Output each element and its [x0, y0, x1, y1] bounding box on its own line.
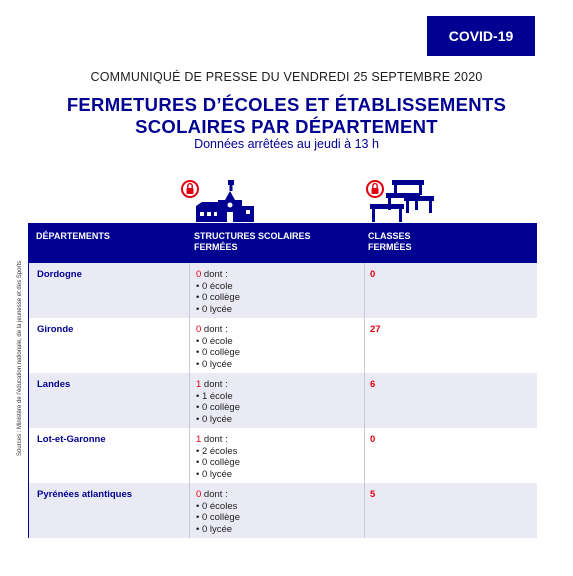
lycees-count: • 0 lycée: [196, 413, 233, 425]
header-structures: [188, 223, 363, 263]
school-building-icon: [180, 176, 260, 224]
department-name: Gironde: [37, 324, 74, 335]
desks-icon: [364, 176, 436, 224]
classes-closed: 6: [364, 373, 537, 428]
table-header: [28, 223, 537, 263]
department-name: Dordogne: [37, 269, 82, 280]
dont-label: dont :: [201, 489, 228, 500]
table-row: [29, 428, 537, 483]
dont-label: dont :: [201, 379, 228, 390]
department-name: Lot-et-Garonne: [37, 434, 106, 445]
ecoles-count: • 2 écoles: [196, 445, 238, 457]
lock-icon: [367, 181, 383, 197]
lycees-count: • 0 lycée: [196, 468, 233, 480]
classes-closed: 0: [364, 428, 537, 483]
source-note: Sources : Ministère de l’éducation nationale, de la jeunesse et des Sports: [17, 260, 23, 456]
classes-closed: 27: [364, 318, 537, 373]
colleges-count: • 0 collège: [196, 512, 240, 523]
ecoles-count: • 0 école: [196, 280, 233, 292]
table-row: [29, 318, 537, 373]
structures-closed: [189, 428, 364, 483]
header-structures-line-1: STRUCTURES SCOLAIRES: [194, 231, 311, 241]
table-body: [28, 263, 537, 538]
table-row: [29, 483, 537, 538]
page-title: [0, 94, 573, 138]
title-line-2: SCOLAIRES PAR DÉPARTEMENT: [135, 116, 438, 137]
colleges-count: • 0 collège: [196, 457, 240, 468]
dont-label: dont :: [201, 324, 228, 335]
lycees-count: • 0 lycée: [196, 303, 233, 315]
department-name: Landes: [37, 379, 71, 390]
lock-icon: [182, 181, 198, 197]
closures-table: [28, 223, 537, 538]
structures-total: 1: [196, 379, 202, 390]
dont-label: dont :: [201, 269, 228, 280]
colleges-count: • 0 collège: [196, 292, 240, 303]
press-release-date: COMMUNIQUÉ DE PRESSE DU VENDREDI 25 SEPTEMBRE 2020: [90, 70, 483, 84]
table-row: [29, 373, 537, 428]
structures-closed: [189, 483, 364, 538]
ecoles-count: • 1 école: [196, 390, 233, 402]
colleges-count: • 0 collège: [196, 402, 240, 413]
lycees-count: • 0 lycée: [196, 358, 233, 370]
ecoles-count: • 0 école: [196, 335, 233, 347]
structures-total: 0: [196, 324, 202, 335]
title-line-1: FERMETURES D’ÉCOLES ET ÉTABLISSEMENTS: [66, 94, 507, 115]
table-row: [29, 263, 537, 318]
header-classes-line-1: CLASSES: [368, 231, 411, 241]
lycees-count: • 0 lycée: [196, 523, 233, 535]
header-classes-line-2: FERMÉES: [368, 242, 412, 252]
covid-badge: COVID-19: [427, 16, 535, 56]
header-departements: DÉPARTEMENTS: [36, 231, 110, 241]
structures-total: 0: [196, 489, 202, 500]
structures-total: 1: [196, 434, 202, 445]
classes-closed: 0: [364, 263, 537, 318]
department-name: Pyrénées atlantiques: [37, 489, 133, 500]
header-classes: [363, 223, 537, 263]
subtitle: Données arrêtées au jeudi à 13 h: [194, 137, 379, 151]
ecoles-count: • 0 écoles: [196, 500, 238, 512]
structures-closed: [189, 318, 364, 373]
colleges-count: • 0 collège: [196, 347, 240, 358]
structures-total: 0: [196, 269, 202, 280]
structures-closed: [189, 373, 364, 428]
header-structures-line-2: FERMÉES: [194, 242, 238, 252]
classes-closed: 5: [364, 483, 537, 538]
dont-label: dont :: [201, 434, 228, 445]
structures-closed: [189, 263, 364, 318]
